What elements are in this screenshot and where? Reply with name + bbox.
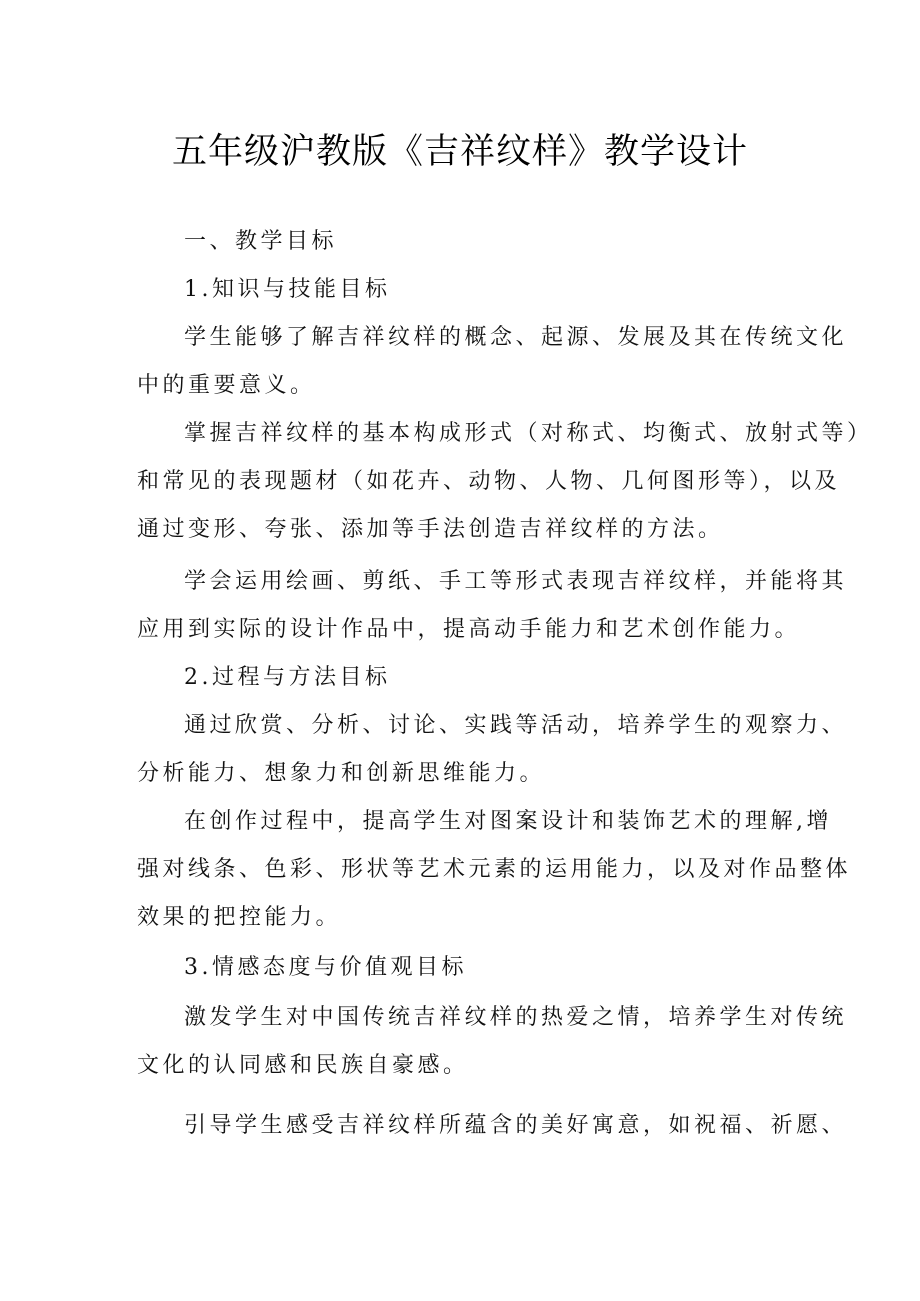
paragraph-line: 学生能够了解吉祥纹样的概念、起源、发展及其在传统文化 bbox=[184, 325, 848, 350]
paragraph-line: 应用到实际的设计作品中，提高动手能力和艺术创作能力。 bbox=[137, 617, 801, 642]
paragraph-6 bbox=[137, 994, 848, 1090]
paragraph-line: 分析能力、想象力和创新思维能力。 bbox=[137, 761, 546, 786]
subsection-heading-1 bbox=[137, 266, 797, 314]
subsection-heading-text: 1.知识与技能目标 bbox=[184, 277, 391, 302]
paragraph-3 bbox=[137, 558, 848, 654]
paragraph-5 bbox=[137, 798, 852, 942]
paragraph-1 bbox=[137, 314, 848, 410]
paragraph-line: 引导学生感受吉祥纹样所蕴含的美好寓意，如祝福、祈愿、 bbox=[184, 1113, 848, 1138]
paragraph-line: 和常见的表现题材（如花卉、动物、人物、几何图形等），以及 bbox=[137, 469, 841, 494]
paragraph-line: 通过变形、夸张、添加等手法创造吉祥纹样的方法。 bbox=[137, 517, 724, 542]
paragraph-line: 效果的把控能力。 bbox=[137, 905, 342, 930]
paragraph-line: 中的重要意义。 bbox=[137, 373, 316, 398]
paragraph-line: 学会运用绘画、剪纸、手工等形式表现吉祥纹样，并能将其 bbox=[184, 569, 848, 594]
subsection-heading-2 bbox=[137, 654, 797, 702]
paragraph-7 bbox=[137, 1102, 848, 1150]
paragraph-line: 在创作过程中，提高学生对图案设计和装饰艺术的理解,增 bbox=[184, 809, 832, 834]
paragraph-line: 激发学生对中国传统吉祥纹样的热爱之情，培养学生对传统 bbox=[184, 1005, 848, 1030]
paragraph-line: 强对线条、色彩、形状等艺术元素的运用能力，以及对作品整体 bbox=[137, 857, 852, 882]
paragraph-line: 掌握吉祥纹样的基本构成形式（对称式、均衡式、放射式等） bbox=[184, 421, 873, 446]
paragraph-line: 文化的认同感和民族自豪感。 bbox=[137, 1053, 469, 1078]
document-title: 五年级沪教版《吉祥纹样》教学设计 bbox=[171, 132, 748, 172]
section-heading-text: 一、教学目标 bbox=[184, 229, 338, 254]
paragraph-line: 通过欣赏、分析、讨论、实践等活动，培养学生的观察力、 bbox=[184, 713, 848, 738]
subsection-heading-text: 3.情感态度与价值观目标 bbox=[184, 955, 467, 980]
section-heading bbox=[137, 218, 797, 266]
paragraph-2 bbox=[137, 410, 873, 554]
paragraph-4 bbox=[137, 702, 848, 798]
subsection-heading-3 bbox=[137, 944, 797, 992]
subsection-heading-text: 2.过程与方法目标 bbox=[184, 665, 391, 690]
